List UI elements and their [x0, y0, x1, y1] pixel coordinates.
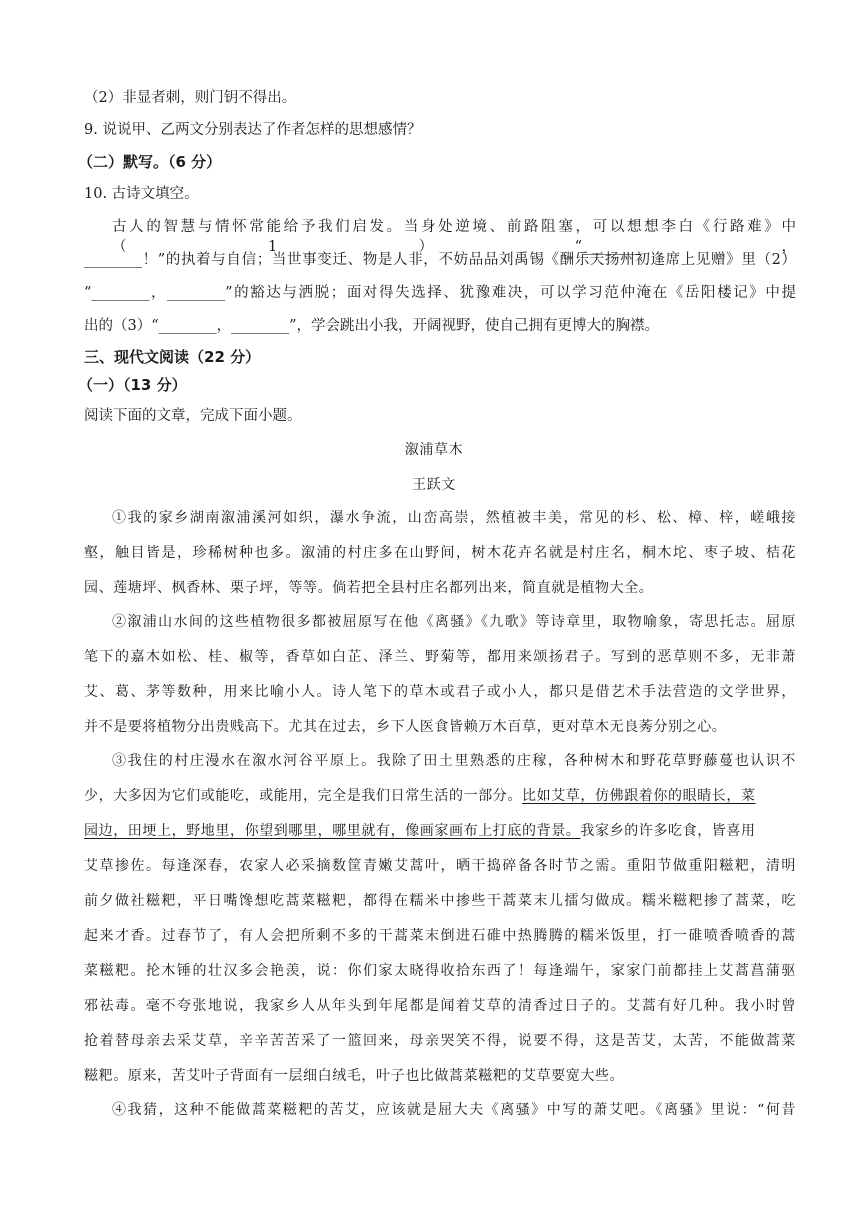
dictation-heading: （二）默写。（6 分）	[78, 153, 222, 171]
article-title: 溆浦草木	[404, 442, 464, 458]
dictation-line-1: 古人的智慧与情怀常能给予我们启发。当身处逆境、前路阻塞，可以想想李白《行路难》中（1）“________，	[112, 219, 796, 255]
dictation-line-3: “________，________”的豁达与洒脱；面对得失选择、犹豫难决，可以学习范仲淹在《岳阳楼记》中提	[84, 285, 796, 301]
paragraph-3-line-10: 糍粑。原来，苦艾叶子背面有一层细白绒毛，叶子也比做蒿菜糍粑的艾草要宽大些。	[84, 1068, 625, 1084]
dictation-line-2: ________！”的执着与自信；当世事变迁、物是人非，不妨品品刘禹锡《酬乐天扬州初逢席上见赠》里（2）	[84, 252, 796, 268]
paragraph-3-line-8: 邪祛毒。毫不夸张地说，我家乡人从年头到年尾都是闻着艾草的清香过日子的。艾蒿有好几种。我小时曾	[84, 998, 796, 1014]
question-9: 9. 说说甲、乙两文分别表达了作者怎样的思想感情？	[84, 122, 422, 138]
paragraph-3-line-5: 前夕做社糍粑，平日嘴馋想吃蒿菜糍粑，都得在糯米中掺些干蒿菜末儿擂匀做成。糯米糍粑掺了蒿菜，吃	[84, 893, 796, 909]
part-heading: （一）（13 分）	[78, 376, 187, 394]
section-heading: 三、现代文阅读（22 分）	[84, 348, 261, 366]
paragraph-2-line-4: 并不是要将植物分出贵贱高下。尤其在过去，乡下人医食皆赖万木百草，更对草木无良莠分别之心。	[84, 719, 727, 735]
reading-instruction: 阅读下面的文章，完成下面小题。	[84, 408, 302, 424]
paragraph-4-line-1: ④我猜，这种不能做蒿菜糍粑的苦艾，应该就是屈大夫《离骚》中写的萧艾吧。《离骚》里说：“何昔	[112, 1102, 796, 1118]
question-item-2: （2）非显者刺，则门钥不得出。	[84, 90, 297, 106]
paragraph-2-line-2: 笔下的嘉木如松、桂、椒等，香草如白芷、泽兰、野菊等，都用来颂扬君子。写到的恶草则不多，无非萧	[84, 649, 796, 665]
paragraph-3-line-3-plain: 我家乡的许多吃食，皆喜用	[580, 823, 756, 839]
paragraph-3-line-4: 艾草掺佐。每逢深春，农家人必采摘数筐青嫩艾蒿叶，晒干捣碎备各时节之需。重阳节做重阳糍粑，清明	[84, 858, 796, 874]
paragraph-3-line-2	[84, 786, 756, 806]
paragraph-1-line-2: 壑，触目皆是，珍稀树种也多。溆浦的村庄多在山野间，树木花卉名就是村庄名，桐木坨、枣子坡、桔花	[84, 545, 796, 561]
paragraph-1-line-3: 园、莲塘坪、枫香林、栗子坪，等等。倘若把全县村庄名都列出来，简直就是植物大全。	[84, 580, 654, 596]
underlined-sentence-part-2: 园边，田埂上，野地里，你望到哪里，哪里就有，像画家画布上打底的背景。	[84, 823, 581, 839]
dictation-line-4: 出的（3）“________，________”，学会跳出小我，开阔视野，使自己拥有更博大的胸襟。	[84, 318, 660, 334]
paragraph-2-line-1: ②溆浦山水间的这些植物很多都被屈原写在他《离骚》《九歌》等诗章里，取物喻象，寄思托志。屈原	[112, 614, 796, 630]
paragraph-2-line-3: 艾、葛、茅等数种，用来比喻小人。诗人笔下的草木或君子或小人，都只是借艺术手法营造的文学世界，	[84, 684, 796, 700]
paragraph-3-line-2-plain: 少，大多因为它们或能吃，或能用，完全是我们日常生活的一部分。	[84, 788, 522, 804]
article-author: 王跃文	[412, 477, 456, 493]
paragraph-3-line-7: 菜糍粑。抡木锤的壮汉多会艳羡，说：你们家太晓得收拾东西了！每逢端午，家家门前都挂上艾蒿菖蒲驱	[84, 963, 796, 979]
underlined-sentence-part-1: 比如艾草，仿佛跟着你的眼睛长，菜	[522, 788, 756, 804]
paragraph-3-line-1: ③我住的村庄漫水在溆水河谷平原上。我除了田土里熟悉的庄稼，各种树木和野花草野藤蔓也认识不	[112, 753, 796, 769]
question-10: 10. 古诗文填空。	[84, 186, 199, 202]
paragraph-3-line-9: 抢着替母亲去采艾草，辛辛苦苦采了一篮回来，母亲哭笑不得，说要不得，这是苦艾，太苦，不能做蒿菜	[84, 1033, 796, 1049]
paragraph-3-line-6: 起来才香。过春节了，有人会把所剩不多的干蒿菜末倒进石碓中热腾腾的糯米饭里，打一碓喷香喷香的蒿	[84, 928, 796, 944]
paragraph-1-line-1: ①我的家乡湖南溆浦溪河如织，瀑水争流，山峦高崇，然植被丰美，常见的杉、松、樟、梓，嵯峨接	[112, 510, 796, 526]
paragraph-3-line-3	[84, 821, 756, 841]
